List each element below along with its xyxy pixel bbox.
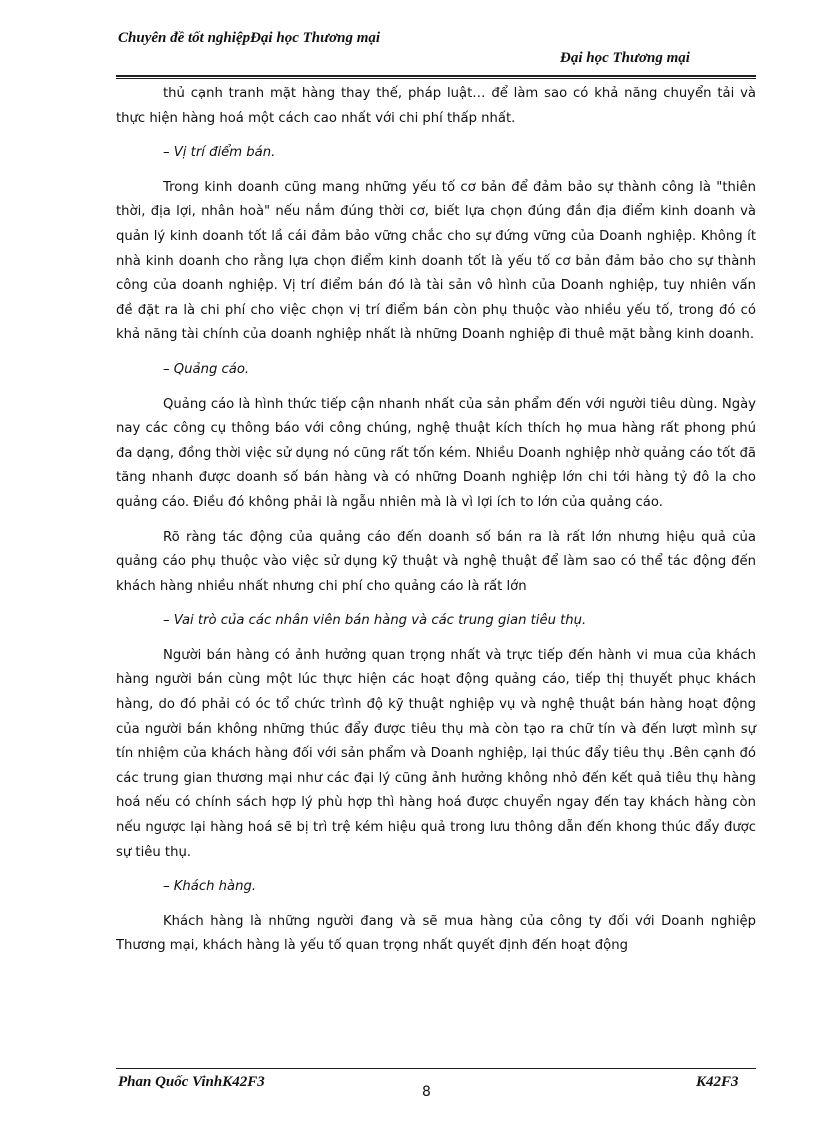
document-body xyxy=(116,82,756,969)
paragraph-2: Trong kinh doanh cũng mang những yếu tố cơ bản để đảm bảo sự thành công là "thiên thời, địa lợi, nhân hoà" nếu nắm đúng thời cơ, biết lựa chọn đúng đắn địa điểm kinh doanh và quản lý kinh doanh tốt lầ cái đảm bảo vững chắc cho sự đứng vững của Doanh nghiệp. Không ít nhà kinh doanh cho rằng lựa chọn điểm kinh doanh tốt là yếu tố cơ bản đảm bảo cho sự thành công của doanh nghiệp. Vị trí điểm bán đó là tài sản vô hình của Doanh nghiệp, tuy nhiên vấn đề đặt ra là chi phí cho việc chọn vị trí điểm bán còn phụ thuộc vào nhiều yếu tố, trong đó có khả năng tài chính của doanh nghiệp nhất là những Doanh nghiệp đi thuê mặt bằng kinh doanh. xyxy=(116,179,756,343)
footer-rule xyxy=(116,1068,756,1069)
section-heading-quang-cao: – Quảng cáo. xyxy=(163,361,250,377)
paragraph-5: Người bán hàng có ảnh hưởng quan trọng nhất và trực tiếp đến hành vi mua của khách hàng người bán cùng một lúc thực hiện các hoạt động quảng cáo, tiếp thị thuyết phục khách hàng, do đó phải có óc tổ chức trình độ kỹ thuật nghiệp vụ và nghệ thuật bán hàng hoạt động của người bán không những thúc đẩy được tiêu thụ mà còn tạo ra chữ tín và đến lượt mình sự tín nhiệm của khách hàng đối với sản phẩm và Doanh nghiệp, lại thúc đẩy tiêu thụ .Bên cạnh đó các trung gian thương mại như các đại lý cũng ảnh hưởng không nhỏ đến kết quả tiêu thụ hàng hoá nếu có chính sách hợp lý phù hợp thì hàng hoá được chuyển ngay đến tay khách hàng còn nếu ngược lại hàng hoá sẽ bị trì trệ kém hiệu quả trong lưu thông dẫn đến khong thúc đẩy được sự tiêu thụ. xyxy=(116,647,756,860)
header-left-title: Chuyên đề tốt nghiệpĐại học Thương mại xyxy=(118,30,381,46)
header-right-title: Đại học Thương mại xyxy=(560,50,690,66)
paragraph-3: Quảng cáo là hình thức tiếp cận nhanh nhất của sản phẩm đến với người tiêu dùng. Ngày nay các công cụ thông báo với công chúng, nghệ thuật kích thích họ mua hàng rất phong phú đa dạng, đồng thời việc sử dụng nó cũng rất tốn kém. Nhiều Doanh nghiệp nhờ quảng cáo tốt đã tăng nhanh được doanh số bán hàng và có những Doanh nghiệp lớn chi tới hàng tỷ đô la cho quảng cáo. Điều đó không phải là ngẫu nhiên mà là vì lợi ích to lớn của quảng cáo. xyxy=(116,396,756,510)
footer-author: Phan Quốc VinhK42F3 xyxy=(118,1074,265,1090)
section-heading-vi-tri-diem-ban: – Vị trí điểm bán. xyxy=(163,145,276,161)
paragraph-1: thủ cạnh tranh mặt hàng thay thế, pháp luật… để làm sao có khả năng chuyển tải và thực hiện hàng hoá một cách cao nhất với chi phí thấp nhất. xyxy=(116,86,756,126)
paragraph-4: Rõ ràng tác động của quảng cáo đến doanh số bán ra là rất lớn nhưng hiệu quả của quảng cáo phụ thuộc vào việc sử dụng kỹ thuật và nghệ thuật để làm sao có thể tác động đến khách hàng nhiều nhất nhưng chi phí cho quảng cáo là rất lớn xyxy=(116,529,756,594)
section-heading-vai-tro-nhan-vien: – Vai trò của các nhân viên bán hàng và các trung gian tiêu thụ. xyxy=(163,613,587,629)
footer-class-code: K42F3 xyxy=(696,1074,739,1090)
header-rule xyxy=(116,75,756,79)
page-number: 8 xyxy=(422,1084,431,1100)
paragraph-6: Khách hàng là những người đang và sẽ mua hàng của công ty đối với Doanh nghiệp Thương mại, khách hàng là yếu tố quan trọng nhất quyết định đến hoạt động xyxy=(116,913,756,954)
section-heading-khach-hang: – Khách hàng. xyxy=(163,879,257,895)
